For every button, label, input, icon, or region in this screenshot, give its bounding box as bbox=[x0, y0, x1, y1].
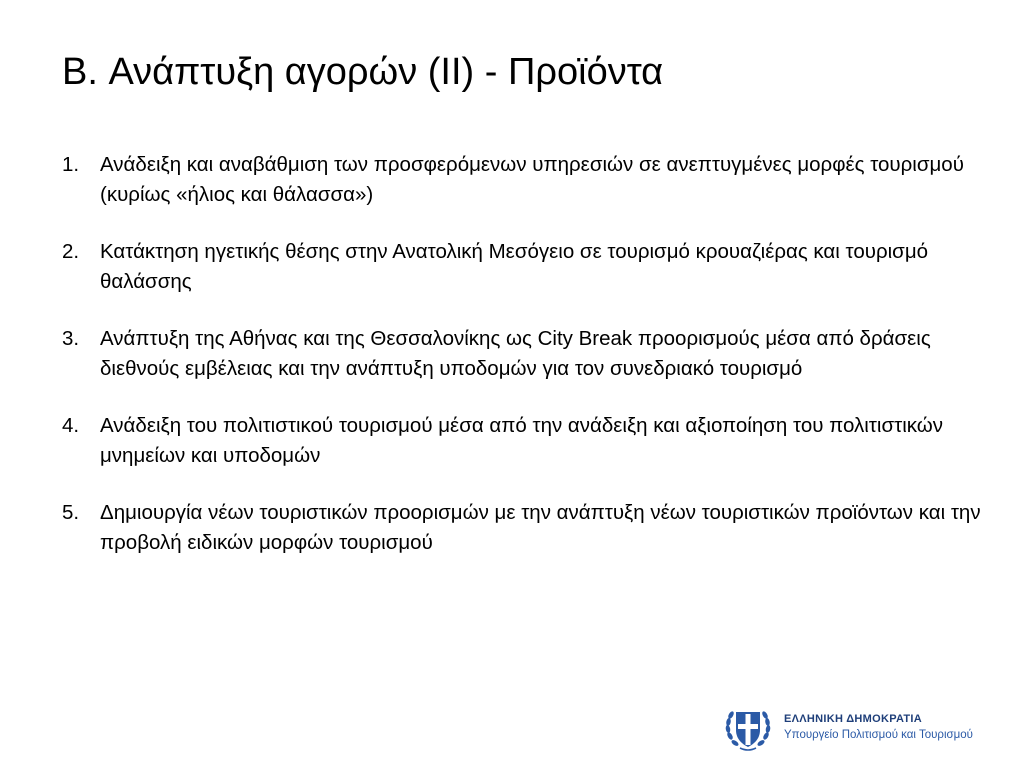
slide-title: B. Ανάπτυξη αγορών (ΙΙ) - Προϊόντα bbox=[62, 51, 664, 93]
list-item bbox=[62, 150, 982, 210]
list-item-text: Ανάπτυξη της Αθήνας και της Θεσσαλονίκης ως City Break προορισμούς μέσα από δράσεις διεθνούς εμβέλειας και την ανάπτυξη υποδομών για τον συνεδριακό τουρισμό bbox=[100, 327, 931, 380]
list-item bbox=[62, 411, 982, 471]
list-item-text: Δημιουργία νέων τουριστικών προορισμών με την ανάπτυξη νέων τουριστικών προϊόντων και την προβολή ειδικών μορφών τουρισμού bbox=[100, 501, 981, 554]
list-item-number: 2. bbox=[62, 240, 80, 263]
list-item bbox=[62, 498, 982, 558]
list-item-number: 1. bbox=[62, 153, 80, 176]
list-item-number: 5. bbox=[62, 501, 80, 524]
list-item-number: 4. bbox=[62, 414, 80, 437]
list-item bbox=[62, 237, 982, 297]
list-item-text: Ανάδειξη και αναβάθμιση των προσφερόμενων υπηρεσιών σε ανεπτυγμένες μορφές τουρισμού (κυρίως «ήλιος και θάλασσα») bbox=[100, 153, 964, 206]
logo-country-name: ΕΛΛΗΝΙΚΗ ΔΗΜΟΚΡΑΤΙΑ bbox=[784, 713, 922, 725]
ministry-logo bbox=[722, 700, 1012, 756]
list-item-text: Κατάκτηση ηγετικής θέσης στην Ανατολική Μεσόγειο σε τουρισμό κρουαζιέρας και τουρισμό θαλάσσης bbox=[100, 240, 929, 293]
list-item-text: Ανάδειξη του πολιτιστικού τουρισμού μέσα από την ανάδειξη και αξιοποίηση του πολιτιστικών μνημείων και υποδομών bbox=[100, 414, 944, 467]
bullet-list bbox=[62, 150, 982, 585]
greek-coat-of-arms-icon bbox=[722, 702, 774, 754]
logo-ministry-name: Υπουργείο Πολιτισμού και Τουρισμού bbox=[784, 729, 973, 741]
list-item bbox=[62, 324, 982, 384]
list-item-number: 3. bbox=[62, 327, 80, 350]
